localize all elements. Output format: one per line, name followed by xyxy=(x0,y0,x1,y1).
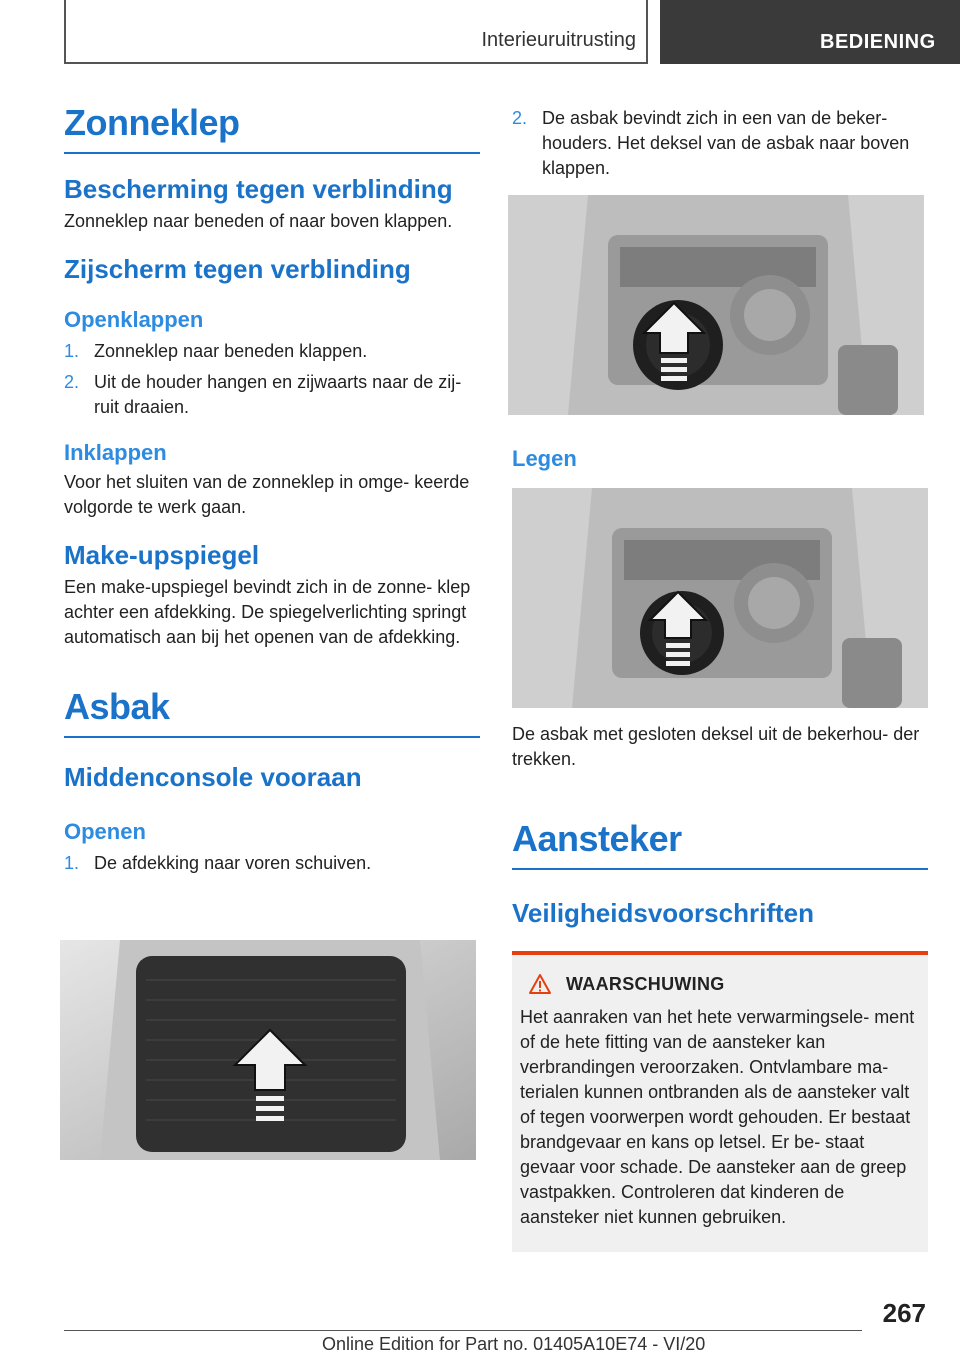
footer-divider xyxy=(64,1330,862,1331)
warning-title xyxy=(528,973,920,995)
page-number: 267 xyxy=(882,1298,926,1328)
heading-openklappen: Openklappen xyxy=(64,307,204,332)
text-bescherming: Zonneklep naar beneden of naar boven klappen. xyxy=(64,211,453,231)
footer-edition: Online Edition for Part no. 01405A10E74 - VI/20 xyxy=(322,1334,706,1354)
ashtray-open-image xyxy=(508,195,924,415)
ashtray-open-illustration xyxy=(508,195,924,415)
warning-text: Het aanraken van het hete verwarmingsele- ment of de hete fitting van de aansteker kan verbrandingen veroorzaken. Ontvlambare ma- terialen kunnen ontbranden als de aansteker valt of tegen voorwerpen wordt gehouden. Er bestaat brandgevaar en kans op letsel. Er be- staat gevaar voor schade. De aansteker aan de greep vastpakken. Controleren dat kinderen de aansteker niet kunnen gebruiken. xyxy=(520,1007,915,1227)
warning-triangle-icon xyxy=(528,973,552,995)
list-item xyxy=(64,851,480,876)
warning-box xyxy=(512,951,928,1252)
aansteker-section xyxy=(512,722,928,1252)
text-legen: De asbak met gesloten deksel uit de bekerhou- der trekken. xyxy=(512,724,920,769)
right-column xyxy=(512,96,928,181)
step-text: Uit de houder hangen en zijwaarts naar de zij- ruit draaien. xyxy=(94,372,462,417)
header-chapter-title: BEDIENING xyxy=(820,31,936,53)
heading-makeup: Make-upspiegel xyxy=(64,540,260,570)
warning-label: WAARSCHUWING xyxy=(566,973,725,994)
heading-bescherming: Bescherming tegen verblinding xyxy=(64,174,453,204)
header-chapter-tab xyxy=(660,0,960,64)
step-text: De afdekking naar voren schuiven. xyxy=(94,853,372,873)
openen-steps xyxy=(64,851,480,876)
header-section-title: Interieuruitrusting xyxy=(481,29,636,51)
text-inklappen: Voor het sluiten van de zonneklep in omge- keerde volgorde te werk gaan. xyxy=(64,472,470,517)
step-text: De asbak bevindt zich in een van de beker- houders. Het deksel van de asbak naar boven klappen. xyxy=(542,108,910,178)
list-item xyxy=(64,370,480,420)
header-section-tab xyxy=(64,0,648,64)
console-cover-illustration xyxy=(60,940,476,1160)
step-number: 1. xyxy=(64,341,80,361)
text-makeup: Een make-upspiegel bevindt zich in de zonne- klep achter een afdekking. De spiegelverlichting springt automatisch aan bij het openen van de afdekking. xyxy=(64,577,471,647)
console-cover-image xyxy=(60,940,476,1160)
heading-asbak: Asbak xyxy=(64,680,480,738)
list-item xyxy=(512,106,928,181)
step-number: 2. xyxy=(64,372,80,392)
legen-section xyxy=(512,446,928,472)
heading-openen: Openen xyxy=(64,819,146,844)
heading-aansteker: Aansteker xyxy=(512,812,928,870)
step-number: 2. xyxy=(512,108,528,128)
left-column xyxy=(64,96,480,876)
heading-zijscherm: Zijscherm tegen verblinding xyxy=(64,254,411,284)
step-text: Zonneklep naar beneden klappen. xyxy=(94,341,368,361)
openen-steps-continued xyxy=(512,106,928,181)
heading-legen: Legen xyxy=(512,446,577,471)
step-number: 1. xyxy=(64,853,80,873)
list-item xyxy=(64,339,480,364)
openklappen-steps xyxy=(64,339,480,420)
heading-inklappen: Inklappen xyxy=(64,440,167,465)
heading-middenconsole: Middenconsole vooraan xyxy=(64,762,362,792)
ashtray-empty-illustration xyxy=(512,488,928,708)
heading-zonneklep: Zonneklep xyxy=(64,96,480,154)
ashtray-empty-image xyxy=(512,488,928,708)
heading-veiligheid: Veiligheidsvoorschriften xyxy=(512,898,814,928)
